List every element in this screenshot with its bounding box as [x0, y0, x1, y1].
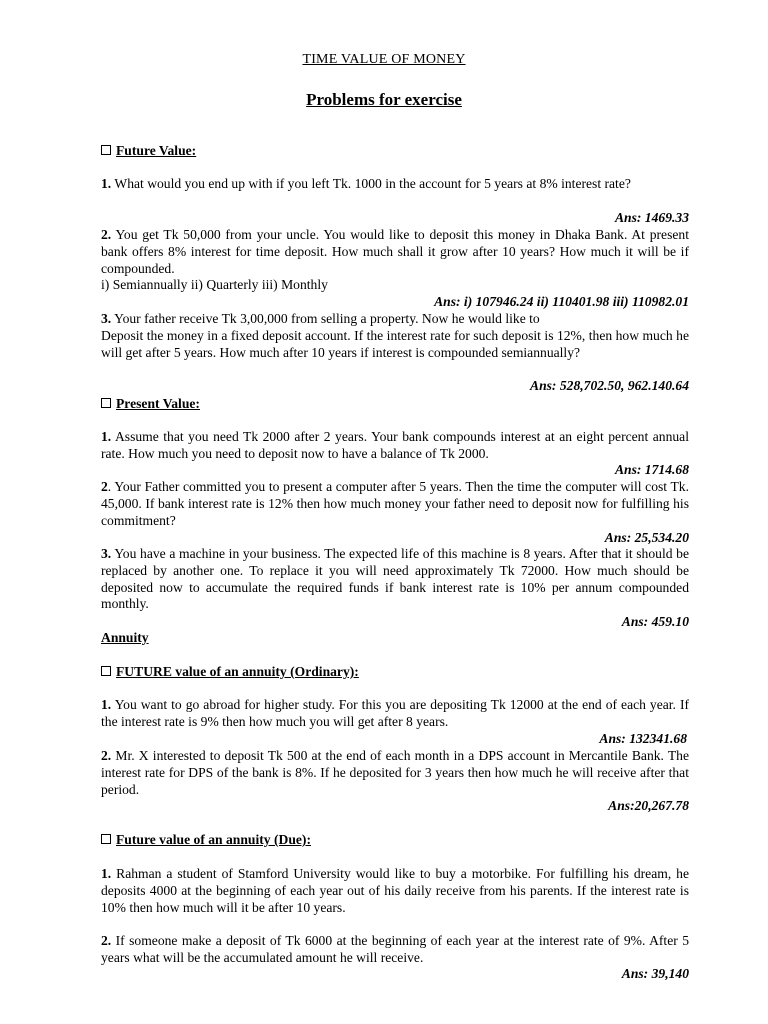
fv-answer-2: Ans: i) 107946.24 ii) 110401.98 iii) 110982.01 — [434, 294, 689, 309]
fva-ordinary-question-2: 2. Mr. X interested to deposit Tk 500 at the end of each month in a DPS account in Mercantile Bank. The interest rate for DPS of the bank is 8%. If he deposited for 3 years then how much he will receive after that period. — [101, 748, 689, 797]
fva-due-answer-2: Ans: 39,140 — [621, 966, 689, 981]
section-heading-present-value: Present Value: — [101, 396, 689, 413]
pv-answer-2: Ans: 25,534.20 — [604, 530, 689, 545]
checkbox-square-icon — [101, 666, 111, 676]
pv-question-3: 3. You have a machine in your business. The expected life of this machine is 8 years. After that it should be replaced by another one. To replace it you will need approximately Tk 72000. How much should be deposited now to accumulate the required funds if bank interest rate is 10% per annum compounded monthly. — [101, 546, 689, 612]
checkbox-square-icon — [101, 398, 111, 408]
fv-question-3: 3. Your father receive Tk 3,00,000 from selling a property. Now he would like to — [101, 311, 540, 326]
fv-question-1: 1. What would you end up with if you left Tk. 1000 in the account for 5 years at 8% interest rate? — [101, 176, 631, 191]
document-title: TIME VALUE OF MONEY — [302, 52, 466, 67]
pv-question-1: 1. Assume that you need Tk 2000 after 2 years. Your bank compounds interest at an eight percent annual rate. How much you need to deposit now to have a balance of Tk 2000. — [101, 429, 689, 461]
fva-ordinary-question-1: 1. You want to go abroad for higher study. For this you are depositing Tk 12000 at the end of each year. If the interest rate is 9% then how much you will get after 8 years. — [101, 697, 690, 729]
fva-due-question-1: 1. Rahman a student of Stamford University would like to buy a motorbike. For fulfilling his dream, he deposits 4000 at the beginning of each year out of his daily receive from his parents. If the interest rate is 10% then how much will it be after 10 years. — [101, 866, 689, 915]
checkbox-square-icon — [101, 834, 111, 844]
fv-question-2: 2. You get Tk 50,000 from your uncle. You would like to deposit this money in Dhaka Bank. At present bank offers 8% interest for time deposit. How much shall it grow after 10 years? How much it will be if compounded. — [101, 227, 689, 276]
fv-answer-3: Ans: 528,702.50, 962.140.64 — [530, 378, 689, 393]
fva-ordinary-answer-2: Ans:20,267.78 — [608, 798, 689, 813]
document-subtitle: Problems for exercise — [306, 90, 462, 109]
fv-question-2-options: i) Semiannually ii) Quarterly iii) Monthly — [101, 277, 328, 292]
fva-ordinary-answer-1: Ans: 132341.68 — [599, 731, 687, 746]
fv-question-3-continued: Deposit the money in a fixed deposit account. If the interest rate for such deposit is 12%, then how much he will get after 5 years. How much after 10 years if interest is compounded semiannually? — [101, 328, 689, 360]
section-heading-fv-annuity-ordinary: FUTURE value of an annuity (Ordinary): — [101, 664, 689, 681]
fva-due-question-2: 2. If someone make a deposit of Tk 6000 at the beginning of each year at the interest rate of 9%. After 5 years what will be the accumulated amount he will receive. — [101, 933, 689, 965]
section-heading-annuity: Annuity — [101, 630, 149, 645]
pv-question-2: 2. Your Father committed you to present a computer after 5 years. Then the time the computer will cost Tk. 45,000. If bank interest rate is 12% then how much money your father need to deposit now for fulfilling his commitment? — [101, 479, 689, 528]
section-heading-fv-annuity-due: Future value of an annuity (Due): — [101, 832, 689, 849]
pv-answer-3: Ans: 459.10 — [621, 614, 689, 629]
fv-answer-1: Ans: 1469.33 — [614, 210, 689, 225]
pv-answer-1: Ans: 1714.68 — [614, 462, 689, 477]
section-heading-future-value: Future Value: — [101, 143, 689, 160]
checkbox-square-icon — [101, 145, 111, 155]
